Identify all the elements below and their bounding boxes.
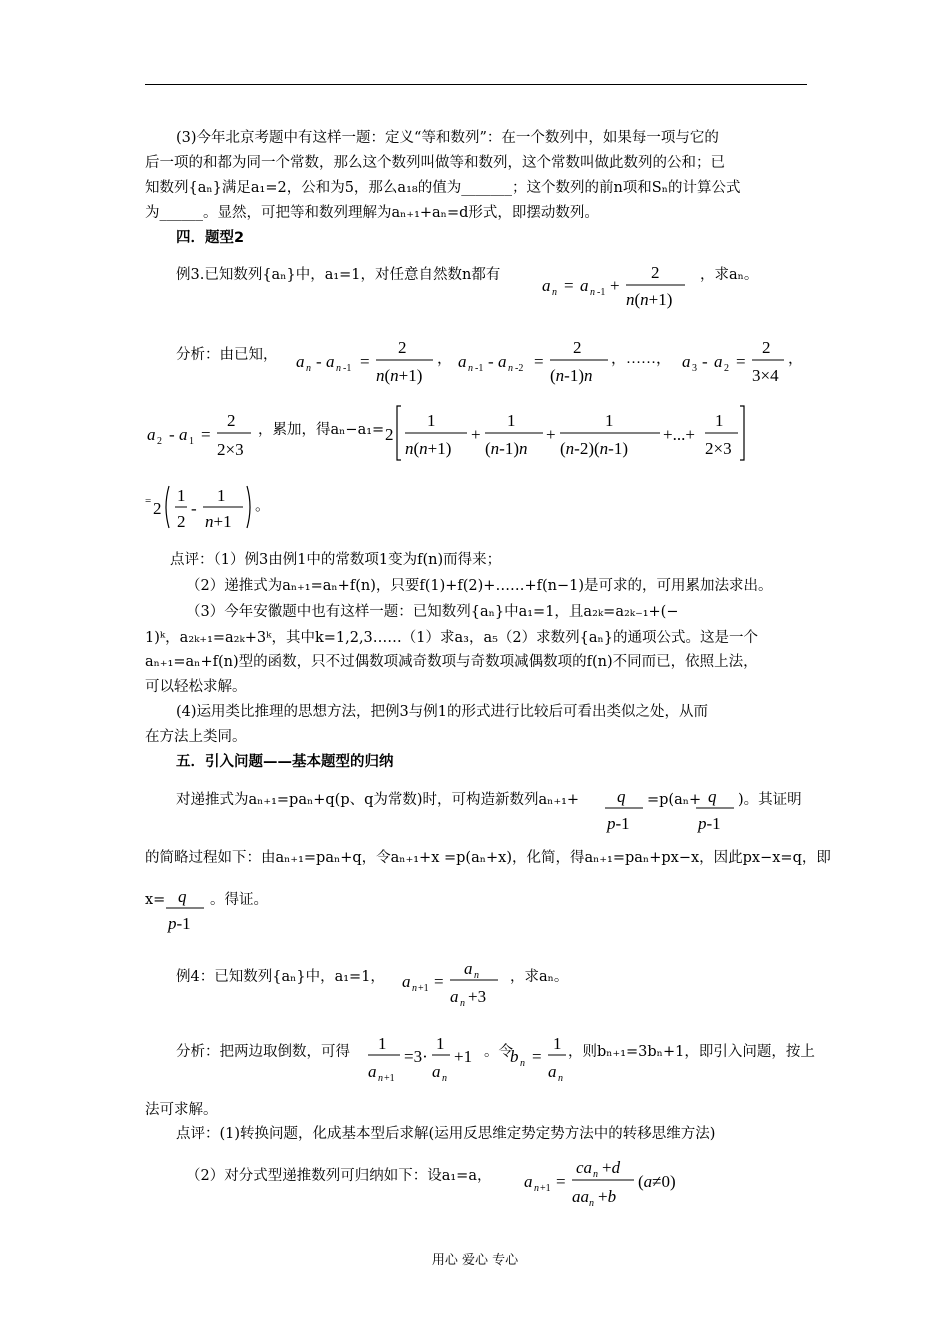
svg-text:+b: +b [598,1187,617,1206]
svg-text:1: 1 [378,1034,387,1053]
svg-text:(n-2)(n-1): (n-2)(n-1) [560,439,628,458]
svg-text:2: 2 [762,338,771,357]
svg-text:p-1: p-1 [607,814,630,833]
svg-text:3: 3 [692,363,697,374]
svg-text:n: n [378,1073,383,1084]
text-line: 为______。显然，可把等和数列理解为aₙ₊₁+aₙ=d形式，即摆动数列。 [145,205,599,221]
svg-text:1: 1 [715,411,724,430]
svg-text:a: a [524,1172,533,1191]
comment-6: （2）对分式型递推数列可归纳如下：设a₁=a， [186,1168,492,1184]
svg-text:=: = [532,1047,542,1066]
svg-text:n: n [474,970,479,981]
comment-3-cont: 可以轻松求解。 [145,679,247,695]
svg-text:n+1: n+1 [205,512,232,531]
svg-text:=: = [736,352,746,371]
svg-text:b: b [510,1047,519,1066]
svg-text:+1: +1 [384,1073,395,1084]
svg-text:aa: aa [572,1187,589,1206]
svg-text:n: n [412,983,417,994]
svg-text:=: = [534,352,544,371]
svg-text:n: n [520,1058,525,1069]
svg-text:1: 1 [507,411,516,430]
svg-text:n: n [534,1183,539,1194]
section-heading-5: 五．引入问题——基本题型的归纳 [176,754,394,770]
formula-q-over-p-1 [603,784,647,836]
svg-text:-: - [191,499,197,518]
svg-text:=: = [360,352,370,371]
svg-text:a: a [326,352,335,371]
svg-text:2×3: 2×3 [705,439,732,458]
formula-reciprocal [366,1030,486,1086]
svg-text:n: n [306,363,311,374]
svg-text:=: = [564,276,574,295]
comment-3-cont: aₙ₊₁=aₙ+f(n)型的函数，只不过偶数项减奇数项与奇数项减偶数项的f(n)不同而已，依照上法， [145,654,758,670]
svg-text:n: n [593,1169,598,1180]
svg-text:+1: +1 [418,983,429,994]
svg-text:q: q [708,787,717,806]
svg-text:1: 1 [553,1034,562,1053]
svg-text:=3·: =3· [404,1047,428,1066]
svg-text:q: q [178,887,187,906]
svg-text:3×4: 3×4 [752,366,779,385]
svg-text:1: 1 [217,486,226,505]
svg-text:，: ， [437,351,453,367]
svg-text:a: a [296,352,305,371]
formula-ex4 [400,955,510,1011]
svg-text:a: a [580,276,589,295]
svg-text:=: = [556,1172,566,1191]
svg-text:2: 2 [227,411,236,430]
svg-text:+1: +1 [454,1047,473,1066]
recurrence-mid: =p(aₙ+ [647,792,702,808]
svg-text:n: n [468,363,473,374]
svg-text:-1: -1 [475,363,484,374]
svg-text:+3: +3 [468,987,487,1006]
svg-text:=: = [201,425,211,444]
svg-text:1: 1 [427,411,436,430]
svg-text:a: a [147,425,156,444]
formula-sum-bracket [383,402,753,464]
svg-text:1: 1 [436,1034,445,1053]
example-4-tail: ，求aₙ。 [510,969,569,985]
svg-text:-: - [169,425,175,444]
svg-text:n: n [508,363,513,374]
svg-text:，: ， [788,351,804,367]
recurrence-line: 对递推式为aₙ₊₁=paₙ+q(p、q为常数)时，可构造新数列aₙ₊₁+ [176,792,580,808]
formula-differences [290,334,810,390]
svg-text:n: n [589,1198,594,1209]
svg-text:a: a [714,352,723,371]
svg-text:2: 2 [385,425,394,444]
text-line: 知数列{aₙ}满足a₁=2，公和为5，那么a₁₈的值为_______；这个数列的前n项和Sₙ的计算公式 [145,180,741,196]
svg-text:a: a [179,425,188,444]
svg-text:1: 1 [177,486,186,505]
svg-text:a: a [548,1062,557,1081]
svg-text:-1: -1 [343,363,352,374]
comment-1: 点评：（1）例3由例1中的常数项1变为f(n)而得来； [170,552,502,568]
svg-text:n(n+1): n(n+1) [405,439,452,458]
section-heading-4: 四．题型2 [176,230,245,246]
formula-result [145,480,275,536]
analysis-4-tail: ，则bₙ₊₁=3bₙ+1，即引入问题，按上 [568,1044,815,1060]
svg-text:n: n [442,1073,447,1084]
recurrence-tail: )。其证明 [738,792,802,808]
recurrence-x: x= [145,892,166,908]
svg-text:a: a [368,1062,377,1081]
recurrence-proof: 的简略过程如下：由aₙ₊₁=paₙ+q，令aₙ₊₁+x =p(aₙ+x)，化简，得aₙ₊₁=paₙ+px−x，因此px−x=q，即 [145,850,831,866]
comment-2: （2）递推式为aₙ₊₁=aₙ+f(n)，只要f(1)+f(2)+……+f(n−1)是可求的，可用累加法求出。 [186,578,773,594]
svg-text:n(n+1): n(n+1) [376,366,423,385]
svg-text:=: = [434,972,444,991]
example-3-tail: ，求aₙ。 [700,267,759,283]
svg-text:+d: +d [602,1158,621,1177]
svg-text:q: q [617,787,626,806]
svg-text:a: a [432,1062,441,1081]
svg-text:a: a [402,972,411,991]
footer: 用心 爱心 专心 [431,1253,519,1268]
svg-text:-1: -1 [597,287,606,298]
formula-ex3 [540,258,700,312]
svg-text:2: 2 [724,363,729,374]
svg-text:ca: ca [576,1158,593,1177]
svg-text:2×3: 2×3 [217,440,244,459]
svg-text:1: 1 [605,411,614,430]
formula-q-over-p-1 [164,884,208,936]
analysis-4: 分析：把两边取倒数，可得 [176,1044,350,1060]
svg-text:-2: -2 [515,363,524,374]
formula-bn [508,1030,570,1086]
comment-3-cont: 1)ᵏ，a₂ₖ₊₁=a₂ₖ+3ᵏ，其中k=1,2,3……（1）求a₃，a₅（2）求数列{aₙ}的通项公式。这是一个 [145,630,759,646]
svg-text:n: n [558,1073,563,1084]
svg-text:+: + [546,425,556,444]
svg-text:，……，: ，……， [611,351,672,367]
example-4: 例4：已知数列{aₙ}中，a₁=1， [176,969,385,985]
svg-text:n: n [336,363,341,374]
formula-fraction-recurrence [522,1153,697,1209]
svg-text:2: 2 [177,512,186,531]
analysis-4-mid: 。令 [484,1044,513,1060]
svg-text:(n-1)n: (n-1)n [485,439,528,458]
text-line: (3)今年北京考题中有这样一题：定义“等和数列”：在一个数列中，如果每一项与它的 [176,130,719,146]
svg-text:+...+: +...+ [663,425,695,444]
svg-text:2: 2 [651,263,660,282]
example-3: 例3.已知数列{aₙ}中，a₁=1，对任意自然数n都有 [176,267,501,283]
formula-q-over-p-1 [694,784,738,836]
svg-text:-: - [702,352,708,371]
svg-text:2: 2 [153,499,162,518]
comment-3: （3）今年安徽题中也有这样一题：已知数列{aₙ}中a₁=1，且a₂ₖ=a₂ₖ₋₁+(− [186,604,679,620]
svg-text:n(n+1): n(n+1) [626,290,673,309]
comment-4-cont: 在方法上类同。 [145,729,247,745]
svg-text:-: - [488,352,494,371]
svg-text:2: 2 [398,338,407,357]
recurrence-x-tail: 。得证。 [210,892,268,908]
svg-text:a: a [450,987,459,1006]
analysis-4-cont: 法可求解。 [145,1102,218,1118]
svg-text:a: a [464,959,473,978]
svg-text:。: 。 [255,498,271,514]
text-line: 后一项的和都为同一个常数，那么这个数列叫做等和数列，这个常数叫做此数列的公和；已 [145,155,725,171]
svg-text:a: a [542,276,551,295]
svg-text:(n-1)n: (n-1)n [550,366,593,385]
svg-text:+1: +1 [540,1183,551,1194]
svg-text:1: 1 [189,436,194,447]
svg-text:2: 2 [157,436,162,447]
formula-a2-a1 [145,405,260,461]
svg-text:(a≠0): (a≠0) [638,1172,676,1191]
svg-text:p-1: p-1 [168,914,191,933]
svg-text:+: + [610,276,620,295]
svg-text:=: = [145,495,152,507]
comment-5: 点评：(1)转换问题，化成基本型后求解(运用反思维定势定势方法中的转移思维方法) [176,1126,716,1142]
svg-text:p-1: p-1 [698,814,721,833]
svg-text:a: a [682,352,691,371]
svg-text:a: a [498,352,507,371]
svg-text:a: a [458,352,467,371]
svg-text:+: + [471,425,481,444]
comment-4: (4)运用类比推理的思想方法，把例3与例1的形式进行比较后可看出类似之处，从而 [176,704,708,720]
svg-text:n: n [552,287,557,298]
svg-text:-: - [316,352,322,371]
analysis-3: 分析：由已知， [176,347,278,363]
svg-text:2: 2 [573,338,582,357]
svg-text:n: n [460,998,465,1009]
sum-text: ，累加，得aₙ−a₁= [258,422,385,438]
svg-text:n: n [590,287,595,298]
header-rule [145,84,807,85]
